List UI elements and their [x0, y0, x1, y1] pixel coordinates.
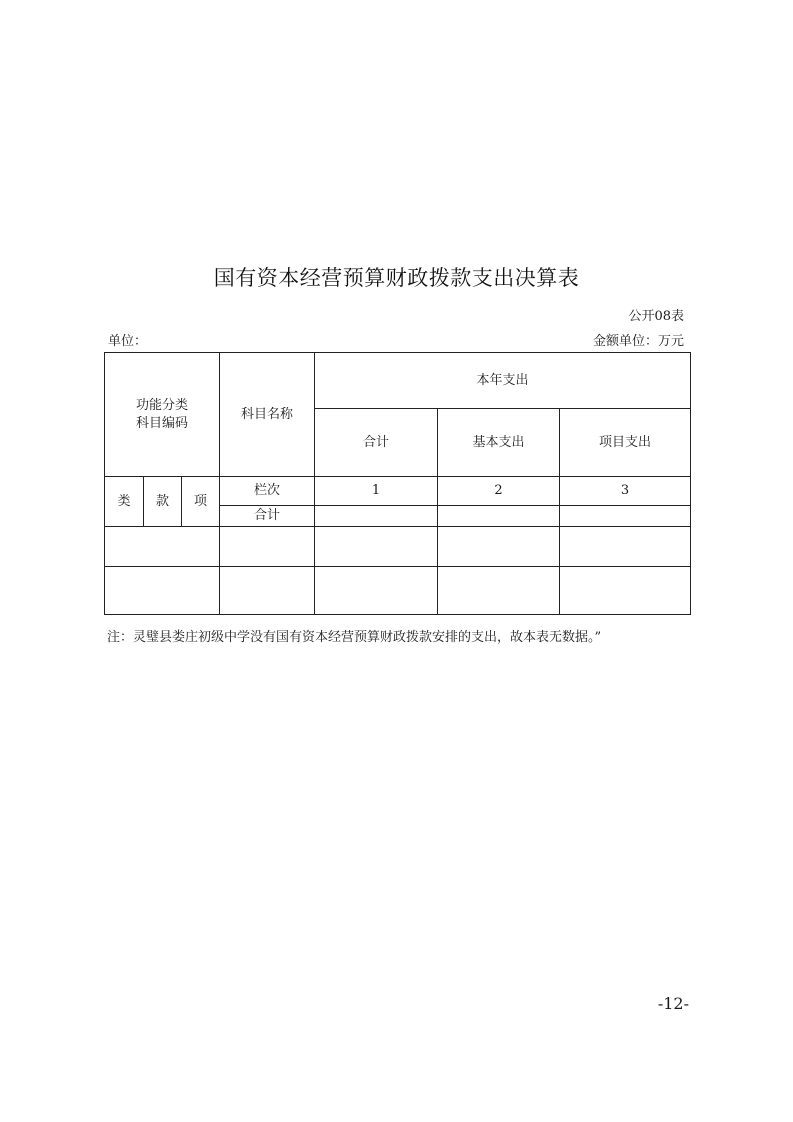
header-current-year: 本年支出	[315, 353, 691, 409]
total-cell	[315, 506, 438, 527]
form-number: 公开08表	[628, 309, 684, 324]
empty-cell	[438, 527, 560, 567]
header-function-class-line2: 科目编码	[135, 415, 188, 431]
empty-cell	[220, 567, 315, 615]
header-lei: 类	[105, 477, 144, 527]
empty-cell	[220, 527, 315, 567]
header-basic: 基本支出	[438, 409, 560, 477]
table-row	[105, 527, 691, 567]
empty-cell	[315, 567, 438, 615]
header-function-class-line1: 功能分类	[135, 397, 188, 413]
col-number-2: 2	[438, 477, 560, 506]
amount-unit: 金额单位：万元	[592, 334, 684, 349]
unit-label: 单位：	[108, 334, 148, 349]
header-project: 项目支出	[560, 409, 691, 477]
header-function-class	[105, 353, 220, 477]
row-total-label: 合计	[220, 506, 315, 527]
empty-cell	[438, 567, 560, 615]
col-number-1: 1	[315, 477, 438, 506]
header-subject-name: 科目名称	[220, 353, 315, 477]
header-total: 合计	[315, 409, 438, 477]
table-row	[105, 567, 691, 615]
empty-cell	[105, 567, 220, 615]
empty-cell	[315, 527, 438, 567]
col-number-3: 3	[560, 477, 691, 506]
row-lanci-label: 栏次	[220, 477, 315, 506]
header-kuan: 款	[144, 477, 182, 527]
footnote: 注：灵璧县娄庄初级中学没有国有资本经营预算财政拨款安排的支出，故本表无数据。”	[107, 630, 602, 645]
page-number: -12-	[657, 994, 689, 1013]
total-cell	[438, 506, 560, 527]
empty-cell	[560, 567, 691, 615]
empty-cell	[560, 527, 691, 567]
header-xiang: 项	[182, 477, 220, 527]
total-cell	[560, 506, 691, 527]
expenditure-table	[104, 352, 691, 615]
page-title: 国有资本经营预算财政拨款支出决算表	[213, 266, 580, 290]
empty-cell	[105, 527, 220, 567]
